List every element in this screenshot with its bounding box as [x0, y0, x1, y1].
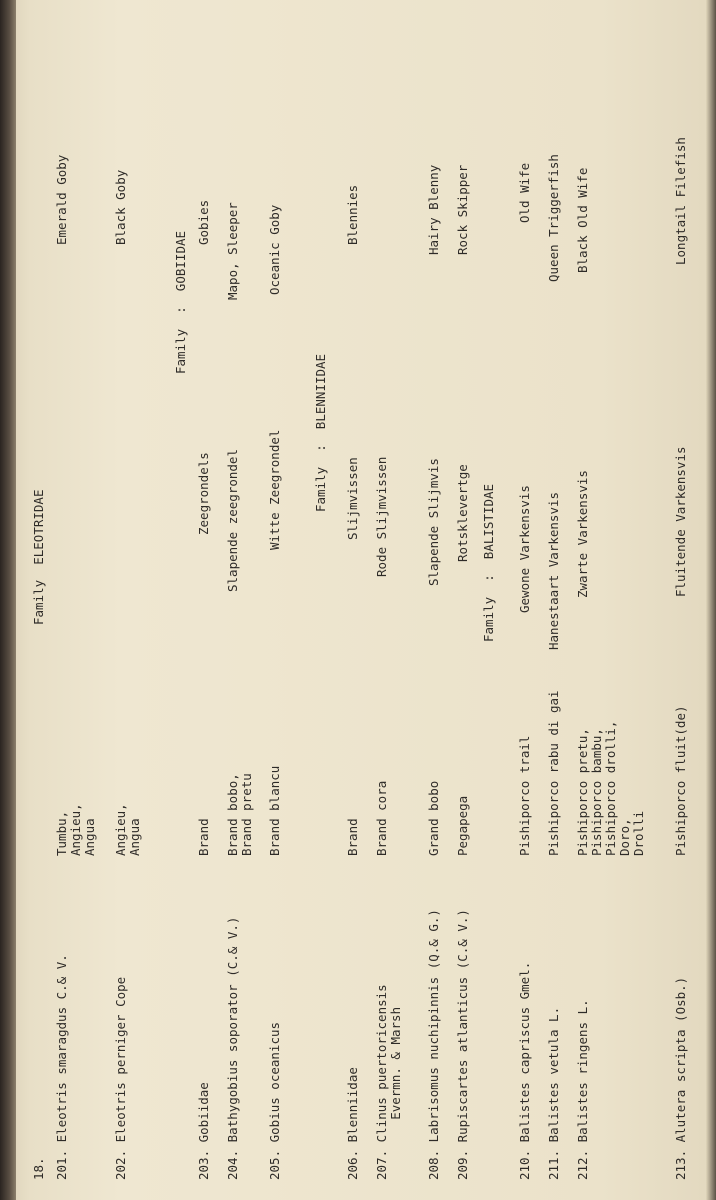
entry-213-scientific: 213. Alutera scripta (Osb.) [673, 976, 688, 1180]
entry-209-local: Pegapega [455, 795, 470, 856]
entry-211-scientific: 211. Balistes vetula L. [546, 1006, 561, 1180]
entry-202-english: Black Goby [113, 169, 128, 245]
entry-210-local: Pishiporco trail [517, 735, 532, 856]
entry-203-english: Gobies [196, 199, 211, 245]
entry-213-english: Longtail Filefish [673, 137, 688, 265]
entry-207-scientific: 207. Clinus puertoricensis Evermn. & Marsh [374, 984, 403, 1180]
entry-207-local: Brand cora [374, 780, 389, 856]
entry-201-local: Tumbu, Angieu, Angua [54, 803, 97, 856]
entry-213-dutch: Fluitende Varkensvis [673, 446, 688, 597]
entry-205-local: Brand blancu [267, 765, 282, 856]
page-edge [706, 0, 716, 1200]
entry-212-english: Black Old Wife [575, 167, 590, 273]
entry-204-english: Mapo, Sleeper [225, 202, 240, 300]
family-heading-gobiidae: Family : GOBIIDAE [173, 230, 188, 374]
family-heading-blenniidae: Family : BLENNIIDAE [313, 353, 328, 512]
entry-209-scientific: 209. Rupiscartes atlanticus (C.& V.) [455, 909, 470, 1180]
entry-211-english: Queen Triggerfish [546, 154, 561, 282]
entry-202-local: Angieu, Angua [113, 803, 142, 856]
entry-206-scientific: 206. Blenniidae [345, 1067, 360, 1180]
entry-206-local: Brand [345, 818, 360, 856]
entry-203-dutch: Zeegrondels [196, 452, 211, 535]
family-heading-eleotridae: Family ELEOTRIDAE [31, 489, 46, 625]
rotated-text-area [22, 20, 702, 1180]
entry-213-local: Pishiporco fluit(de) [673, 705, 688, 856]
book-binding-shadow [0, 0, 16, 1200]
entry-201-scientific: 201. Eleotris smaragdus C.& V. [54, 954, 69, 1180]
entry-209-dutch: Rotsklevertge [455, 464, 470, 562]
entry-210-dutch: Gewone Varkensvis [517, 485, 532, 613]
entry-208-local: Grand bobo [426, 780, 441, 856]
entry-206-english: Blennies [345, 184, 360, 245]
entry-204-local: Brand bobo, Brand pretu [225, 773, 254, 856]
entry-212-dutch: Zwarte Varkensvis [575, 470, 590, 598]
entry-209-english: Rock Skipper [455, 164, 470, 255]
entry-204-scientific: 204. Bathygobius soporator (C.& V.) [225, 916, 240, 1180]
family-heading-balistidae: Family : BALISTIDAE [481, 483, 496, 642]
entry-208-scientific: 208. Labrisomus nuchipinnis (Q.& G.) [426, 909, 441, 1180]
entry-210-english: Old Wife [517, 162, 532, 223]
page-number: 18. [31, 1157, 46, 1180]
entry-203-scientific: 203. Gobiidae [196, 1082, 211, 1180]
entry-212-local: Pishiporco pretu, Pishiporco bambu, Pishiporco drolli, Doro, Drolli [575, 720, 646, 856]
entry-205-scientific: 205. Gobius oceanicus [267, 1021, 282, 1180]
entry-202-scientific: 202. Eleotris perniger Cope [113, 976, 128, 1180]
entry-201-english: Emerald Goby [54, 154, 69, 245]
entry-207-dutch: Rode Slijmvissen [374, 456, 389, 577]
entry-205-english: Oceanic Goby [267, 204, 282, 295]
entry-210-scientific: 210. Balistes capriscus Gmel. [517, 961, 532, 1180]
entry-212-scientific: 212. Balistes ringens L. [575, 999, 590, 1180]
entry-204-dutch: Slapende zeegrondel [225, 449, 240, 592]
entry-206-dutch: Slijmvissen [345, 457, 360, 540]
entry-208-dutch: Slapende Slijmvis [426, 458, 441, 586]
entry-205-dutch: Witte Zeegrondel [267, 429, 282, 550]
entry-211-dutch: Hanestaart Varkensvis [546, 491, 561, 650]
entry-208-english: Hairy Blenny [426, 164, 441, 255]
entry-203-local: Brand [196, 818, 211, 856]
entry-211-local: Pishiporco rabu di gai [546, 690, 561, 856]
